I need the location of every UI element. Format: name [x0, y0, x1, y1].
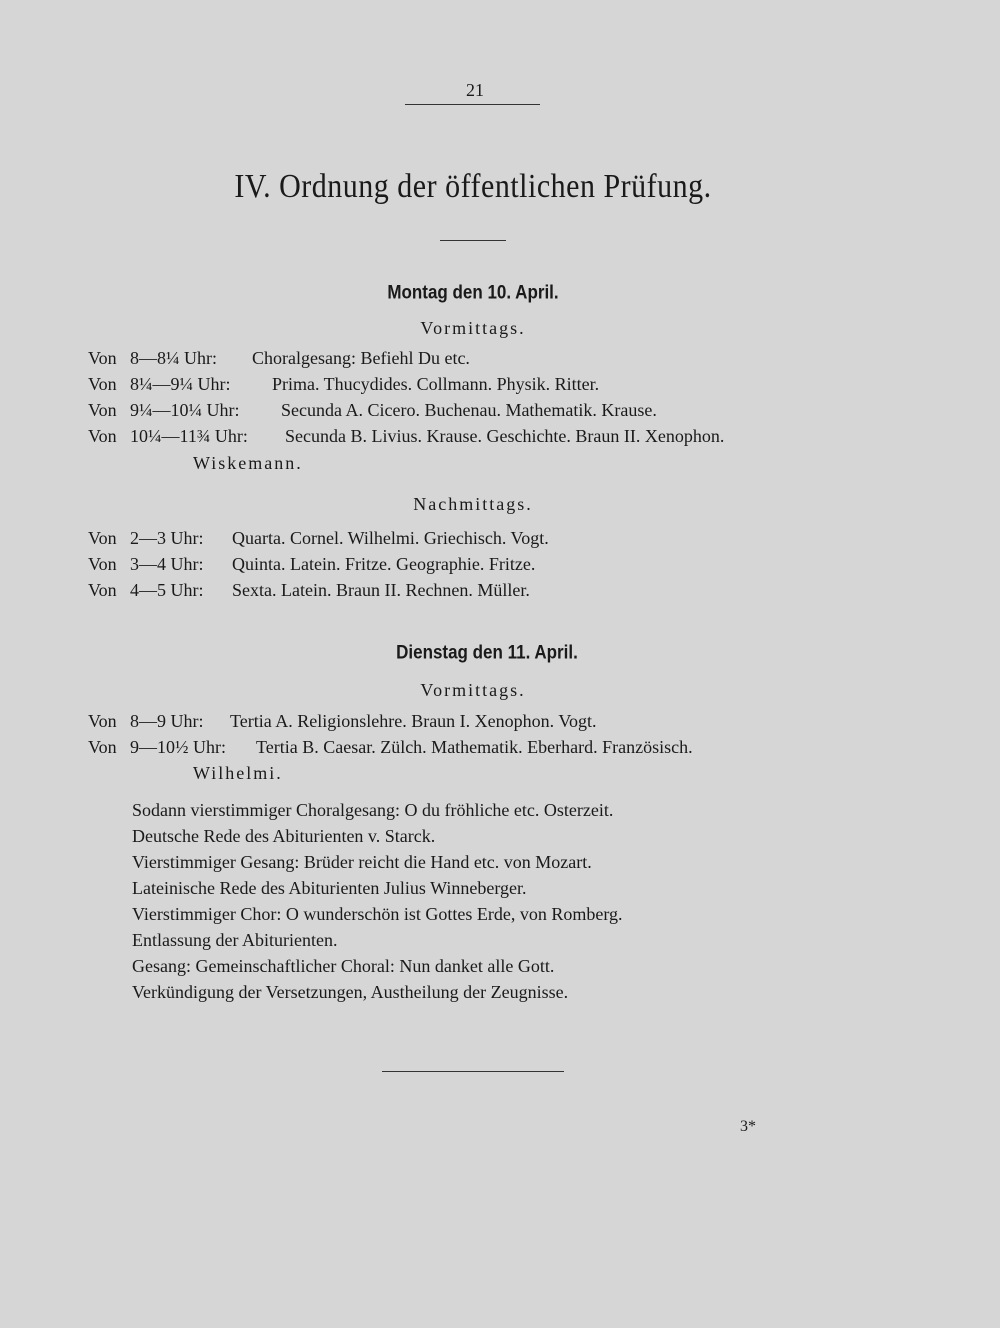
closing-line: Gesang: Gemeinschaftlicher Choral: Nun danket alle Gott. [132, 956, 555, 976]
signature-mark: 3* [740, 1118, 756, 1135]
schedule-text: Secunda B. Livius. Krause. Geschichte. Braun II. Xenophon. [285, 426, 725, 446]
closing-line: Vierstimmiger Gesang: Brüder reicht die Hand etc. von Mozart. [132, 852, 592, 872]
title-rule [440, 240, 506, 241]
von-label: Von [88, 580, 117, 600]
closing-line: Lateinische Rede des Abiturienten Julius Winneberger. [132, 878, 527, 898]
schedule-text: Choralgesang: Befiehl Du etc. [252, 348, 470, 368]
closing-line: Vierstimmiger Chor: O wunderschön ist Gottes Erde, von Romberg. [132, 904, 623, 924]
schedule-text: Quarta. Cornel. Wilhelmi. Griechisch. Vogt. [232, 528, 549, 548]
schedule-text: Prima. Thucydides. Collmann. Physik. Ritter. [272, 374, 600, 394]
closing-line: Verkündigung der Versetzungen, Austheilung der Zeugnisse. [132, 982, 569, 1002]
time-slot: 8—8¼ Uhr: [130, 348, 217, 368]
closing-line: Sodann vierstimmiger Choralgesang: O du fröhliche etc. Osterzeit. [132, 800, 614, 820]
time-slot: 10¼—11¾ Uhr: [130, 426, 248, 446]
time-slot: 2—3 Uhr: [130, 528, 204, 548]
session-label: Vormittags. [420, 318, 526, 338]
header-rule [405, 104, 540, 105]
schedule-text: Quinta. Latein. Fritze. Geographie. Fritze. [232, 554, 536, 574]
page-number: 21 [466, 80, 484, 100]
continuation-text: Wiskemann. [193, 453, 303, 473]
time-slot: 3—4 Uhr: [130, 554, 204, 574]
session-label: Vormittags. [420, 680, 526, 700]
time-slot: 8—9 Uhr: [130, 711, 204, 731]
von-label: Von [88, 426, 117, 446]
von-label: Von [88, 711, 117, 731]
closing-line: Entlassung der Abiturienten. [132, 930, 338, 950]
continuation-text: Wilhelmi. [193, 763, 283, 783]
schedule-text: Tertia A. Religionslehre. Braun I. Xenophon. Vogt. [230, 711, 597, 731]
schedule-text: Tertia B. Caesar. Zülch. Mathematik. Eberhard. Französisch. [256, 737, 693, 757]
time-slot: 9—10½ Uhr: [130, 737, 226, 757]
session-label: Nachmittags. [413, 494, 533, 514]
von-label: Von [88, 737, 117, 757]
von-label: Von [88, 348, 117, 368]
schedule-text: Sexta. Latein. Braun II. Rechnen. Müller. [232, 580, 530, 600]
day-heading: Dienstag den 11. April. [396, 641, 578, 663]
time-slot: 8¼—9¼ Uhr: [130, 374, 231, 394]
von-label: Von [88, 400, 117, 420]
von-label: Von [88, 374, 117, 394]
time-slot: 9¼—10¼ Uhr: [130, 400, 240, 420]
closing-line: Deutsche Rede des Abiturienten v. Starck. [132, 826, 436, 846]
von-label: Von [88, 528, 117, 548]
footer-rule [382, 1071, 564, 1072]
section-title: IV. Ordnung der öffentlichen Prüfung. [234, 168, 712, 205]
von-label: Von [88, 554, 117, 574]
schedule-text: Secunda A. Cicero. Buchenau. Mathematik. Krause. [281, 400, 657, 420]
time-slot: 4—5 Uhr: [130, 580, 204, 600]
day-heading: Montag den 10. April. [387, 281, 559, 303]
